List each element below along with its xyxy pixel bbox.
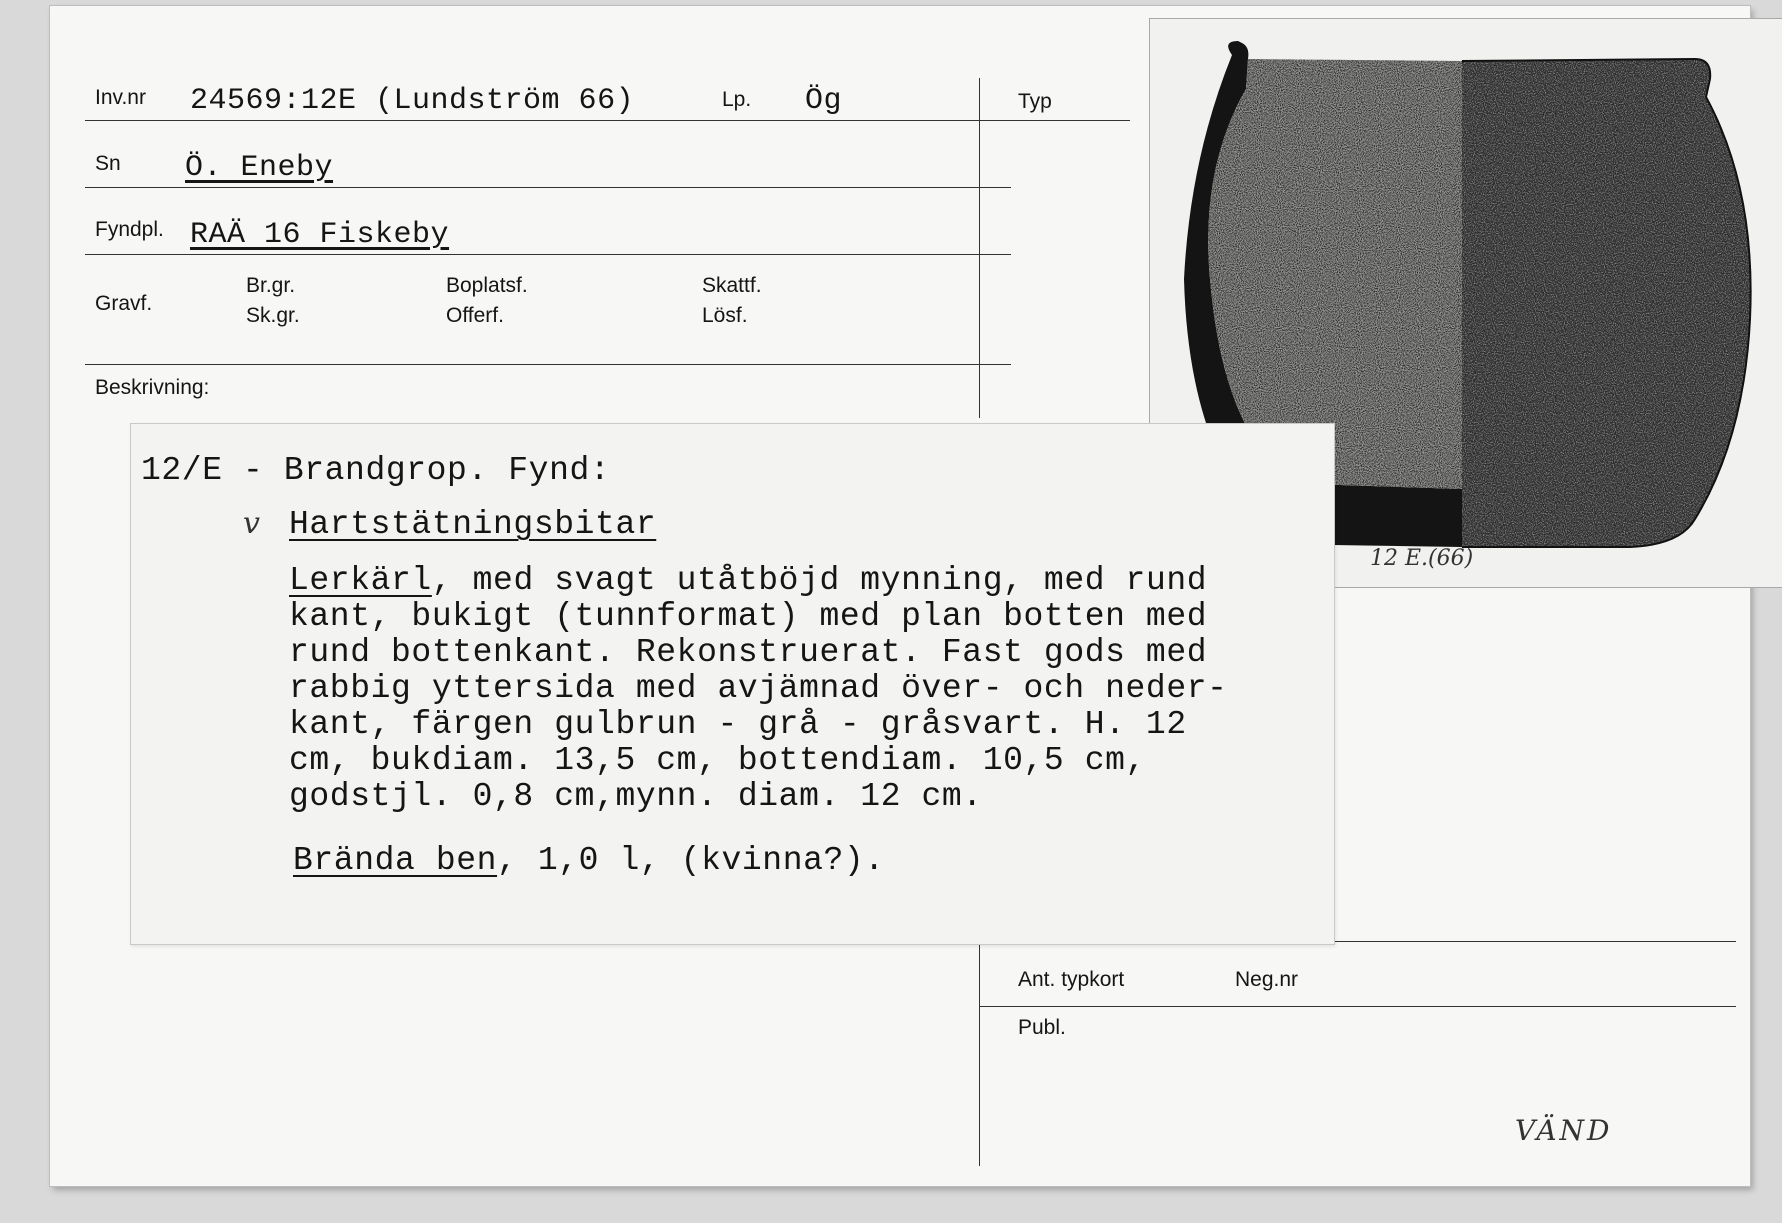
branda-ben-heading: Brända ben — [293, 842, 498, 879]
desc-line-2: kant, bukigt (tunnformat) med plan botten med — [289, 598, 1208, 635]
header-divider — [979, 78, 980, 418]
vand-handwriting: VÄND — [1515, 1114, 1613, 1147]
fyndpl-value: RAÄ 16 Fiskeby — [190, 218, 450, 252]
desc-line-6: cm, bukdiam. 13,5 cm, bottendiam. 10,5 cm, — [289, 742, 1146, 779]
desc-line-7: godstjl. 0,8 cm,mynn. diam. 12 cm. — [289, 778, 983, 815]
sn-label: Sn — [95, 152, 121, 175]
lerkarl-heading: Lerkärl — [289, 562, 432, 599]
check-mark: v — [243, 506, 260, 541]
lerkarl-line1-text: , med svagt utåtböjd mynning, med rund — [431, 562, 1208, 599]
exterior-right-texture — [1462, 59, 1751, 547]
item-lerkarl-line1 — [289, 562, 1207, 599]
gravf-label: Gravf. — [95, 292, 153, 315]
inv-value: 24569:12E (Lundström 66) — [190, 84, 635, 118]
offerf-label: Offerf. — [446, 304, 504, 327]
desc-line-4: rabbig yttersida med avjämnad över- och neder- — [289, 670, 1228, 707]
beskrivning-label: Beskrivning: — [95, 376, 210, 399]
item-brända-ben — [293, 842, 885, 879]
sn-value: Ö. Eneby — [185, 151, 334, 185]
skgr-label: Sk.gr. — [246, 304, 300, 327]
inv-row-line — [85, 120, 1130, 121]
catalog-card — [50, 6, 1750, 1186]
boplatsf-label: Boplatsf. — [446, 274, 528, 297]
gravf-row-line — [85, 364, 1011, 365]
typ-label: Typ — [1018, 90, 1052, 113]
brgr-label: Br.gr. — [246, 274, 296, 297]
desc-line-5: kant, färgen gulbrun - grå - gråsvart. H. 12 — [289, 706, 1187, 743]
publ-label: Publ. — [1018, 1016, 1066, 1039]
item-hartstatningsbitar: Hartstätningsbitar — [289, 506, 657, 543]
negnr-label: Neg.nr — [1235, 968, 1299, 991]
heading-rest: - Brandgrop. Fynd: — [222, 452, 611, 489]
losf-label: Lösf. — [702, 304, 748, 327]
description-slip — [130, 423, 1335, 945]
inv-label: Inv.nr — [95, 86, 146, 109]
ant-row-bottom-line — [979, 1006, 1736, 1007]
fyndpl-label: Fyndpl. — [95, 218, 164, 241]
heading-prefix: 12/E — [141, 452, 223, 489]
figure-handwritten-ref: 12 E.(66) — [1370, 546, 1474, 571]
branda-ben-rest: , 1,0 l, (kvinna?). — [497, 842, 885, 879]
ant-typkort-label: Ant. typkort — [1018, 968, 1125, 991]
bottom-divider — [979, 941, 980, 1166]
desc-heading-number — [141, 452, 610, 489]
sn-row-line — [85, 187, 1011, 188]
lp-value: Ög — [805, 84, 843, 118]
desc-line-3: rund bottenkant. Rekonstruerat. Fast gods med — [289, 634, 1208, 671]
lp-label: Lp. — [722, 88, 752, 111]
fyndpl-row-line — [85, 254, 1011, 255]
skattf-label: Skattf. — [702, 274, 762, 297]
